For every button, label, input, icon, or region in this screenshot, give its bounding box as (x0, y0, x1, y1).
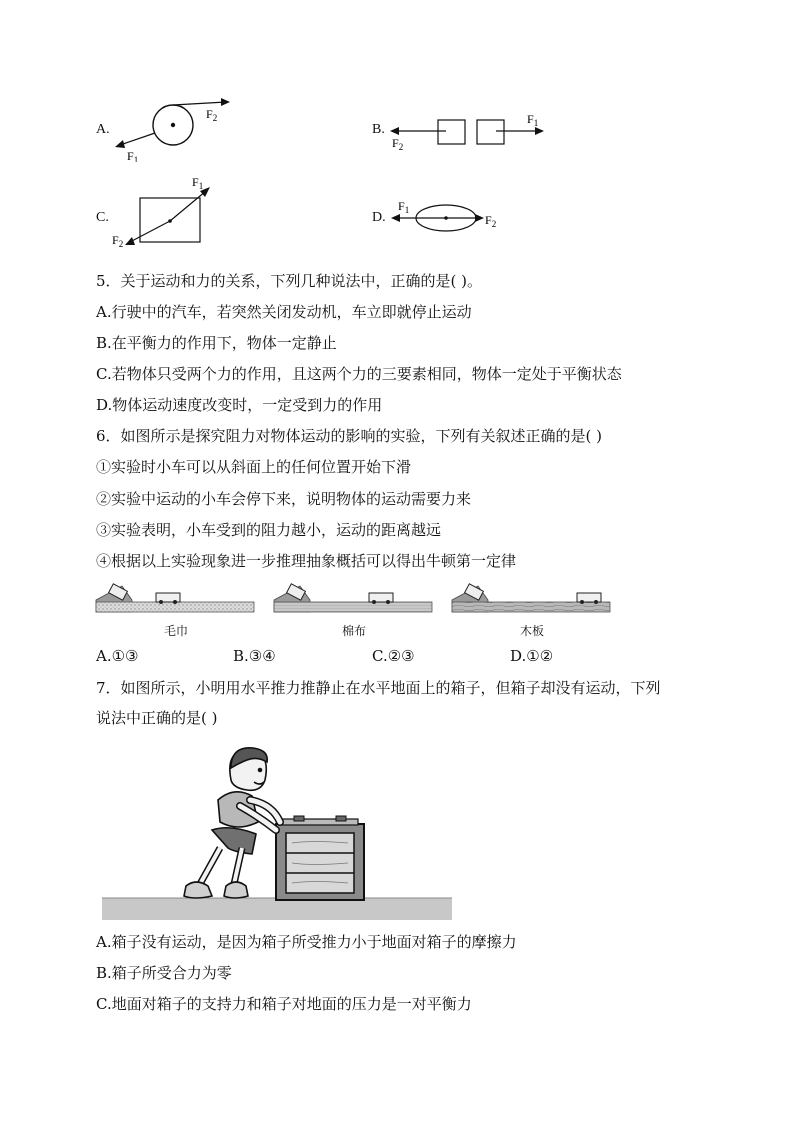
q7-option-c[interactable]: C.地面对箱子的支持力和箱子对地面的压力是一对平衡力 (96, 995, 472, 1013)
diagram-c-rectangle (108, 174, 218, 254)
force-f2-arrowhead (125, 237, 135, 245)
q6-statement-2: ②实验中运动的小车会停下来，说明物体的运动需要力来 (96, 490, 472, 508)
q6-choice-a[interactable]: A.①③ (96, 647, 139, 665)
label-f1: $F_1$ (127, 149, 139, 162)
q6-choice-d[interactable]: D.①② (510, 647, 554, 665)
caption-wood: 木板 (519, 624, 544, 638)
q7-option-a[interactable]: A.箱子没有运动，是因为箱子所受推力小于地面对箱子的摩擦力 (96, 933, 517, 951)
force-f2-arrowhead (475, 214, 484, 222)
label-f2: $F_2$ (112, 233, 124, 249)
q6-statement-3: ③实验表明，小车受到的阻力越小，运动的距离越远 (96, 521, 442, 539)
force-f2-arrowhead (221, 98, 230, 106)
pulley-axle (171, 123, 175, 127)
q5-option-d[interactable]: D.物体运动速度改变时，一定受到力的作用 (96, 396, 383, 414)
label-f2: $F_2$ (206, 107, 218, 123)
label-f2: $F_2$ (392, 136, 404, 152)
force-f1-line (120, 133, 155, 145)
option-c-label[interactable]: C. (96, 210, 109, 225)
label-f1: $F_1$ (527, 112, 539, 128)
force-f1-arrowhead (115, 140, 125, 148)
diagram-d-ellipse (388, 196, 508, 236)
force-f2-line (130, 221, 170, 242)
label-f1: $F_1$ (398, 199, 410, 215)
force-f2-arrowhead (390, 127, 399, 135)
setup-cloth (274, 584, 432, 612)
caption-towel: 毛巾 (163, 624, 188, 638)
ground (102, 898, 452, 920)
force-f1-line (170, 191, 206, 221)
diagram-b-two-blocks (386, 110, 556, 155)
force-f1-arrowhead (391, 214, 400, 222)
cloth-surface (274, 602, 432, 612)
q6-statement-1: ①实验时小车可以从斜面上的任何位置开始下滑 (96, 458, 412, 476)
block-left (438, 120, 465, 144)
q6-statement-4: ④根据以上实验现象进一步推理抽象概括可以得出牛顿第一定律 (96, 552, 517, 570)
force-f2-line (173, 102, 226, 105)
q7-stem-line2: 说法中正确的是( ) (96, 709, 218, 727)
caption-cloth: 棉布 (341, 624, 366, 638)
q5-option-a[interactable]: A.行驶中的汽车，若突然关闭发动机，车立即就停止运动 (96, 303, 472, 321)
wooden-box (276, 816, 364, 900)
q6-stem: 6．如图所示是探究阻力对物体运动的影响的实验，下列有关叙述正确的是( ) (96, 427, 603, 445)
q5-stem: 5．关于运动和力的关系，下列几种说法中，正确的是( )。 (96, 272, 483, 290)
wood-surface (452, 602, 610, 612)
boy-pushing-box-illustration (100, 740, 456, 925)
q6-choice-b[interactable]: B.③④ (233, 647, 276, 665)
q7-stem-line1: 7．如图所示，小明用水平推力推静止在水平地面上的箱子，但箱子却没有运动，下列 (96, 679, 661, 697)
option-d-label[interactable]: D. (372, 210, 386, 225)
ramp-experiment-figure (94, 580, 614, 622)
q5-option-b[interactable]: B.在平衡力的作用下，物体一定静止 (96, 334, 337, 352)
option-b-label[interactable]: B. (372, 122, 385, 137)
option-a-label[interactable]: A. (96, 122, 110, 137)
force-f1-arrowhead (535, 127, 544, 135)
q5-option-c[interactable]: C.若物体只受两个力的作用，且这两个力的三要素相同，物体一定处于平衡状态 (96, 365, 622, 383)
q6-choice-c[interactable]: C.②③ (372, 647, 415, 665)
setup-towel (96, 584, 254, 612)
boy (184, 748, 280, 898)
setup-wood (452, 584, 610, 612)
q7-option-b[interactable]: B.箱子所受合力为零 (96, 964, 232, 982)
block-right (477, 120, 504, 144)
label-f2: $F_2$ (485, 213, 497, 229)
diagram-a-pulley (108, 92, 238, 162)
label-f1: $F_1$ (192, 175, 204, 191)
